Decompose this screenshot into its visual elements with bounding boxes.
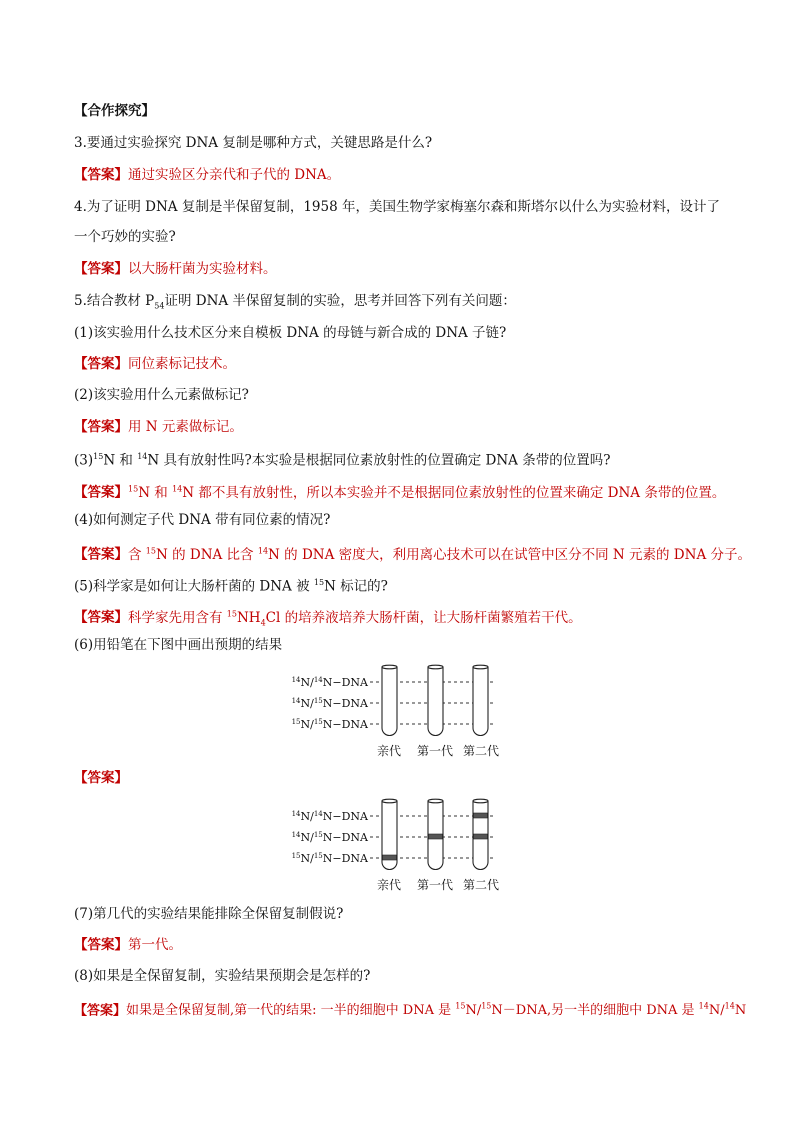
answer-tag: 【答案】 <box>74 609 128 626</box>
answer-tag: 【答案】 <box>74 356 128 372</box>
band-gen2-14-14 <box>474 813 488 818</box>
blank-tube-labels <box>377 743 499 758</box>
subquestion-6: (6)用铅笔在下图中画出预期的结果 <box>74 637 283 653</box>
answer-row-labels <box>292 810 369 865</box>
section-title: 【合作探究】 <box>74 103 155 119</box>
row-label-14-14: $^{14}$N/$^{14}$N−DNA <box>291 676 368 689</box>
answer-tag: 【答案】 <box>74 484 128 501</box>
answer-4 <box>74 260 277 278</box>
tube-label-parent: 亲代 <box>376 878 402 892</box>
answer-bands <box>383 813 488 860</box>
intro-text: 证明 DNA 半保留复制的实验，思考并回答下列有关问题： <box>164 293 516 309</box>
answer-dashed-lines <box>370 816 496 858</box>
answer-text: 以大肠杆菌为实验材料。 <box>128 261 277 277</box>
answer-text: 含 $^{15}$N 的 DNA 比含 $^{14}$N 的 DNA 密度大，利用离心技术可以在试管中区分不同 N 元素的 DNA 分子。 <box>128 546 751 563</box>
answer-5-4 <box>74 542 751 564</box>
answer-text: $^{15}$N 和 $^{14}$N 都不具有放射性，所以本实验并不是根据同位素放射性的位置来确定 DNA 条带的位置。 <box>128 484 726 501</box>
text: N 标记的? <box>324 578 388 595</box>
question-4-line2: 一个巧妙的实验? <box>74 229 176 245</box>
subquestion-5 <box>74 574 388 596</box>
answer-text: 通过实验区分亲代和子代的 DNA。 <box>128 167 341 183</box>
row-label-14-14: $^{14}$N/$^{14}$N−DNA <box>291 810 368 823</box>
answer-text: 用 N 元素做标记。 <box>128 419 243 435</box>
row-label-15-15: $^{15}$N/$^{15}$N−DNA <box>291 718 368 731</box>
answer-tag: 【答案】 <box>74 261 128 277</box>
answer-5-7 <box>74 936 182 954</box>
row-label-14-15: $^{14}$N/$^{15}$N−DNA <box>291 831 368 844</box>
answer-tag: 【答案】 <box>74 546 128 563</box>
tube-gen2 <box>473 801 488 870</box>
blank-dashed-lines <box>370 682 496 724</box>
answer-5-3 <box>74 480 725 502</box>
tube-gen1 <box>428 801 443 870</box>
tube-gen1 <box>428 667 443 736</box>
band-gen2-14-15 <box>474 834 488 839</box>
answer-tag: 【答案】 <box>74 937 128 953</box>
answer-5-5 <box>74 605 582 632</box>
answer-text: 如果是全保留复制,第一代的结果: 一半的细胞中 DNA 是 $^{15}$N/$^{15}$N－DNA,另一半的细胞中 DNA 是 $^{14}$N/$^{14}$N <box>126 1002 747 1019</box>
tube-label-gen2: 第二代 <box>462 878 500 892</box>
page-subscript: 54 <box>154 301 165 311</box>
tube-label-gen1: 第一代 <box>416 744 454 758</box>
blank-row-labels <box>292 676 369 731</box>
answer-tag: 【答案】 <box>74 1003 127 1019</box>
subquestion-4: (4)如何测定子代 DNA 带有同位素的情况? <box>74 512 331 528</box>
answer-tubes <box>382 799 488 869</box>
text: N 具有放射性吗?本实验是根据同位素放射性的位置确定 DNA 条带的位置吗? <box>147 452 611 469</box>
tube-parent <box>382 667 397 736</box>
tube-gen2 <box>473 667 488 736</box>
answer-text: 第一代。 <box>128 937 182 953</box>
text: (3) <box>74 452 94 469</box>
band-gen1-14-15 <box>429 834 443 839</box>
answer-3 <box>74 166 340 184</box>
answer-tube-labels <box>377 877 499 892</box>
subquestion-3 <box>74 448 610 470</box>
tube-label-parent: 亲代 <box>376 744 402 758</box>
tube-label-gen2: 第二代 <box>462 744 500 758</box>
question-4-line1: 4.为了证明 DNA 复制是半保留复制，1958 年，美国生物学家梅塞尔森和斯塔尔以什么为实验材料，设计了 <box>74 199 720 215</box>
row-label-15-15: $^{15}$N/$^{15}$N−DNA <box>291 852 368 865</box>
superscript: 15 <box>93 452 104 461</box>
tube-parent <box>382 801 397 870</box>
question-3: 3.要通过实验探究 DNA 复制是哪种方式，关键思路是什么? <box>74 135 433 151</box>
subquestion-1: (1)该实验用什么技术区分来自模板 DNA 的母链与新合成的 DNA 子链? <box>74 325 507 341</box>
band-parent-15-15 <box>383 855 397 860</box>
subquestion-8: (8)如果是全保留复制，实验结果预期会是怎样的? <box>74 968 371 984</box>
intro-text: 5.结合教材 P <box>74 293 155 309</box>
superscript: 14 <box>137 452 148 461</box>
answer-5-1 <box>74 355 236 373</box>
subquestion-2: (2)该实验用什么元素做标记? <box>74 387 249 403</box>
subquestion-7: (7)第几代的实验结果能排除全保留复制假说? <box>74 906 344 922</box>
answer-tag: 【答案】 <box>74 770 128 786</box>
answer-5-2 <box>74 418 243 436</box>
answer-5-8 <box>74 998 746 1020</box>
blank-tubes <box>382 665 488 735</box>
answer-text: 科学家先用含有 $^{15}NH_4Cl$ 的培养液培养大肠杆菌，让大肠杆菌繁殖若干代。 <box>128 609 582 628</box>
answer-5-6 <box>74 769 128 787</box>
row-label-14-15: $^{14}$N/$^{15}$N−DNA <box>291 697 368 710</box>
answer-tag: 【答案】 <box>74 167 128 183</box>
text: N 和 <box>103 452 138 469</box>
text: (5)科学家是如何让大肠杆菌的 DNA 被 <box>74 578 314 595</box>
answer-tag: 【答案】 <box>74 419 128 435</box>
question-5-intro <box>74 292 516 316</box>
tube-label-gen1: 第一代 <box>416 878 454 892</box>
answer-text: 同位素标记技术。 <box>128 356 236 372</box>
superscript: 15 <box>313 578 325 587</box>
